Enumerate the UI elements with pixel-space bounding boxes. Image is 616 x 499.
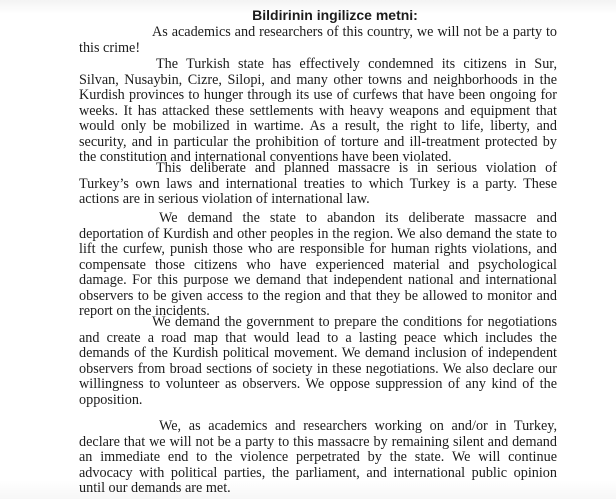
paragraph-1: As academics and researchers of this country, we will not be a party to this crime! <box>79 24 557 56</box>
document-heading: Bildirinin ingilizce metni: <box>252 7 418 23</box>
paragraph-2: The Turkish state has effectively condemned its citizens in Sur, Silvan, Nusaybin, Cizre, Silopi, and many other towns and neighborhoods in the Kurdish provinces to hunger through its use of curfews that have been ongoing for weeks. It has attacked these settlements with heavy weapons and equipment that would only be mobilized in wartime. As a result, the right to life, liberty, and security, and in particular the prohibition of torture and ill-treatment protected by the constitution and international conventions have been violated. <box>79 56 557 165</box>
cropped-text-line <box>228 0 378 2</box>
paragraph-3: This deliberate and planned massacre is in serious violation of Turkey’s own laws and international treaties to which Turkey is a party. These actions are in serious violation of international law. <box>79 160 557 207</box>
paragraph-6: We, as academics and researchers working on and/or in Turkey, declare that we will not be a party to this massacre by remaining silent and demand an immediate end to the violence perpetrated by the state. We will continue advocacy with political parties, the parliament, and international public opinion until our demands are met. <box>79 418 557 496</box>
paragraph-4: We demand the state to abandon its deliberate massacre and deportation of Kurdish and other peoples in the region. We also demand the state to lift the curfew, punish those who are responsible for human rights violations, and compensate those citizens who have experienced material and psychological damage. For this purpose we demand that independent national and international observers to be given access to the region and that they be allowed to monitor and report on the incidents. <box>79 210 557 319</box>
paragraph-5: We demand the government to prepare the conditions for negotiations and create a road map that would lead to a lasting peace which includes the demands of the Kurdish political movement. We demand inclusion of independent observers from broad sections of society in these negotiations. We also declare our willingness to volunteer as observers. We oppose suppression of any kind of the opposition. <box>79 314 557 408</box>
